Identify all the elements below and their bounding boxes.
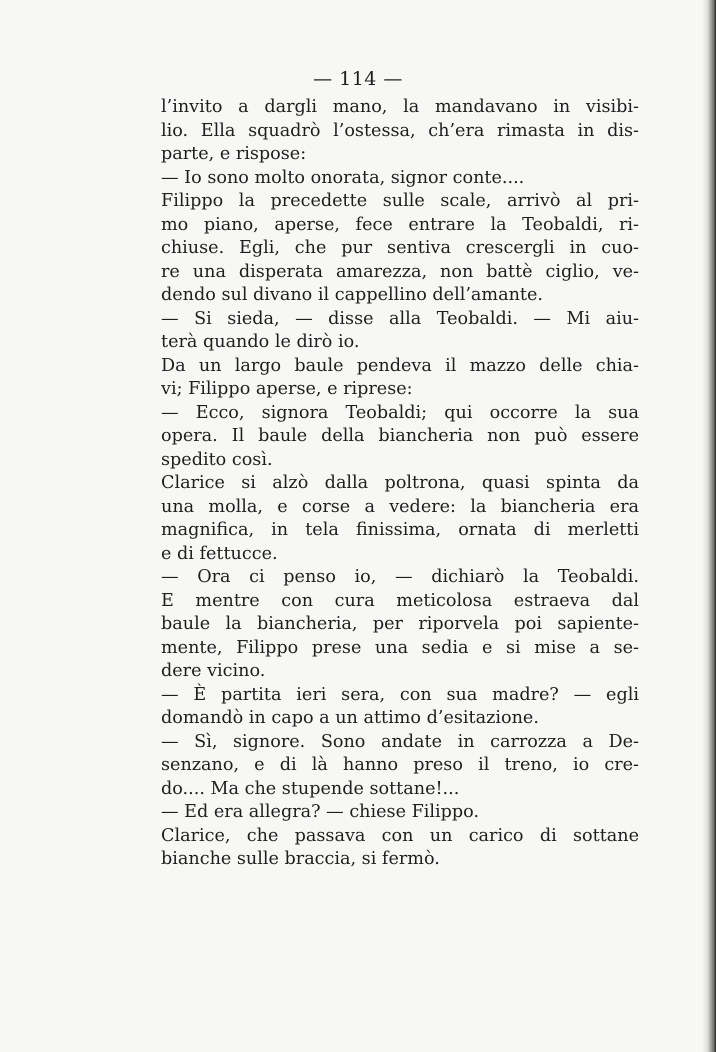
text-line: — È partita ieri sera, con sua madre? — egli <box>161 684 639 705</box>
text-line: — Sì, signore. Sono andate in carrozza a De- <box>161 731 639 752</box>
text-line: e di fettucce. <box>161 543 278 564</box>
text-line: dendo sul divano il cappellino dell’amante. <box>161 285 543 305</box>
text-line: domandò in capo a un attimo d’esitazione. <box>161 708 539 728</box>
text-line: mo piano, aperse, fece entrare la Teobaldi, ri- <box>161 214 639 235</box>
text-line: — Ora ci penso io, — dichiarò la Teobaldi. <box>161 567 639 587</box>
text-line: Da un largo baule pendeva il mazzo delle chia- <box>161 355 639 376</box>
text-line: terà quando le dirò io. <box>161 332 360 352</box>
text-line: l’invito a dargli mano, la mandavano in visibi- <box>161 97 639 117</box>
text-line: lio. Ella squadrò l’ostessa, ch’era rimasta in dis- <box>161 120 639 141</box>
text-line: dere vicino. <box>161 661 266 681</box>
text-line: una molla, e corse a vedere: la biancheria era <box>161 496 639 517</box>
text-line: parte, e rispose: <box>161 144 307 164</box>
body-text <box>161 96 639 872</box>
text-line: opera. Il baule della biancheria non può essere <box>161 426 639 446</box>
text-line: — Io sono molto onorata, signor conte.... <box>161 167 525 188</box>
text-line: Filippo la precedette sulle scale, arrivò al pri- <box>161 191 639 211</box>
text-line: mente, Filippo prese una sedia e si mise a se- <box>161 637 639 658</box>
page-number: — 114 — <box>313 68 403 90</box>
text-line: baule la biancheria, per riporvela poi sapiente- <box>161 614 639 634</box>
page-edge-shadow <box>702 0 716 1052</box>
text-line: — Ed era allegra? — chiese Filippo. <box>161 802 480 822</box>
text-line: vi; Filippo aperse, e riprese: <box>161 379 413 399</box>
text-line: Clarice si alzò dalla poltrona, quasi spinta da <box>161 473 639 493</box>
text-line: re una disperata amarezza, non battè ciglio, ve- <box>161 261 639 282</box>
text-line: E mentre con cura meticolosa estraeva dal <box>161 590 639 611</box>
text-line: spedito così. <box>161 449 273 470</box>
text-line: bianche sulle braccia, si fermò. <box>161 849 440 869</box>
text-line: — Ecco, signora Teobaldi; qui occorre la sua <box>161 402 639 423</box>
text-line: — Si sieda, — disse alla Teobaldi. — Mi aiu- <box>161 308 639 329</box>
text-line: Clarice, che passava con un carico di sottane <box>161 825 639 846</box>
text-line: chiuse. Egli, che pur sentiva crescergli in cuo- <box>161 238 639 258</box>
text-line: magnifica, in tela finissima, ornata di merletti <box>161 520 639 540</box>
text-line: senzano, e di là hanno preso il treno, io cre- <box>161 755 639 775</box>
text-line: do.... Ma che stupende sottane!... <box>161 778 460 799</box>
